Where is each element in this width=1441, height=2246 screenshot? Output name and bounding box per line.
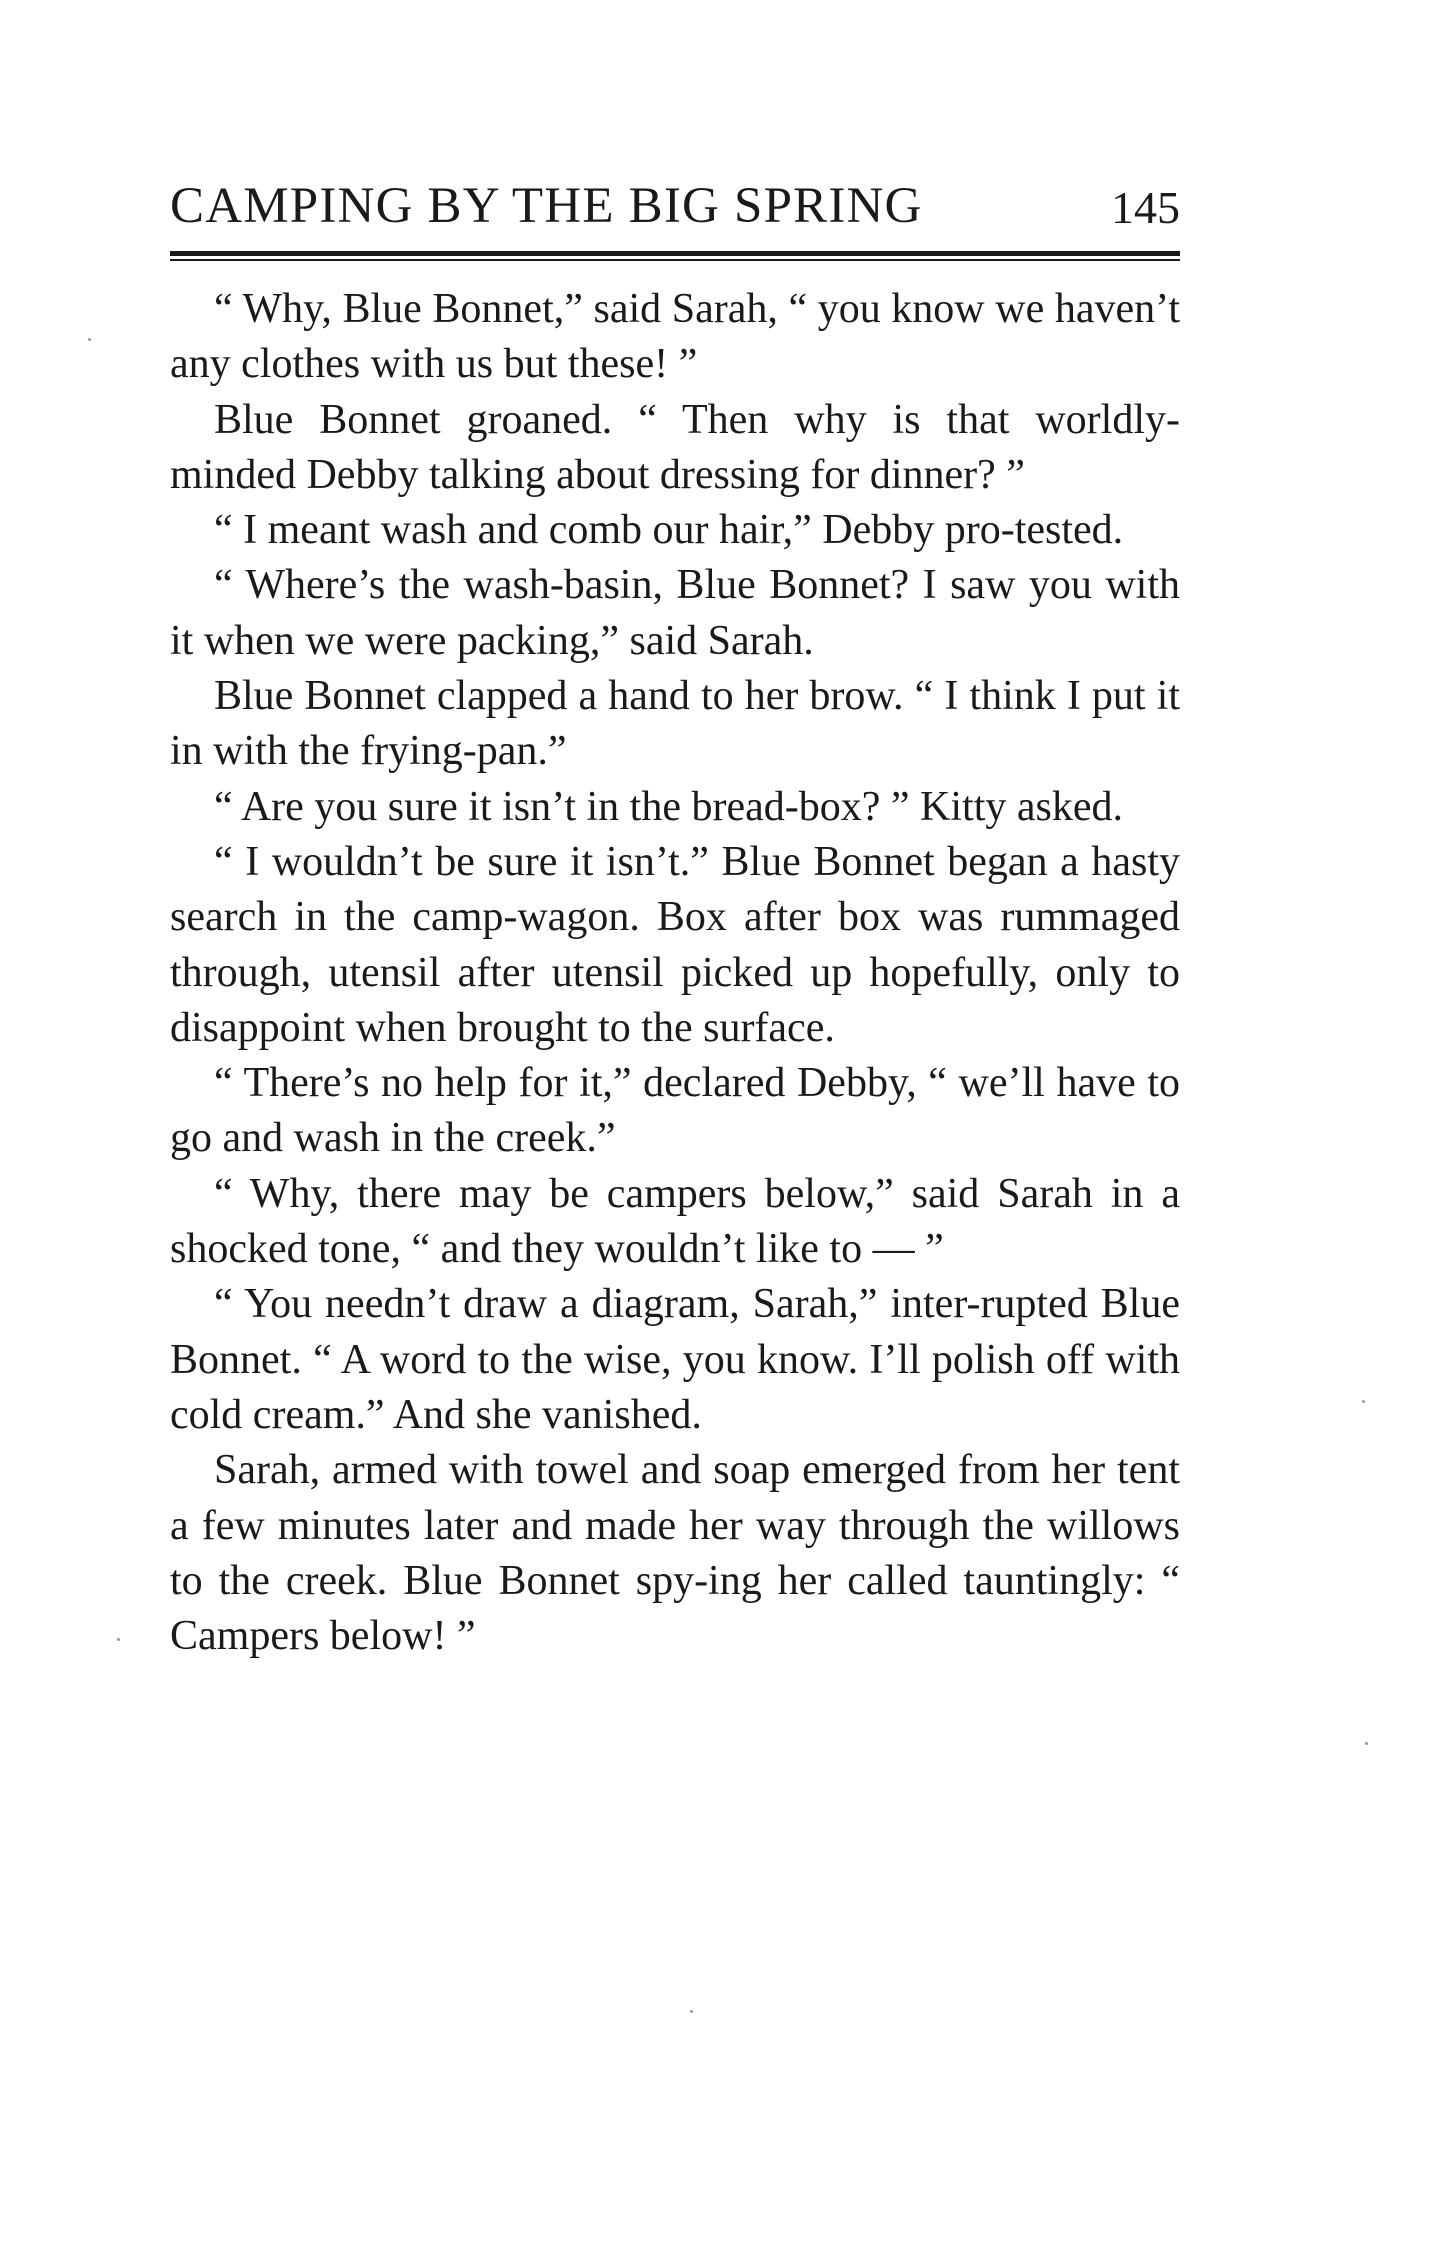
paper-speck [88, 338, 91, 341]
paragraph: “ There’s no help for it,” declared Debby, “ we’ll have to go and wash in the creek.” [170, 1060, 1180, 1162]
paragraph: “ Where’s the wash-basin, Blue Bonnet? I saw you with it when we were packing,” said Sarah. [170, 562, 1180, 664]
paragraph: “ I meant wash and comb our hair,” Debby pro-tested. [214, 507, 1124, 554]
body-text [170, 282, 1180, 1664]
header-rule-thick [170, 251, 1180, 256]
paper-speck [117, 1638, 120, 1641]
header-rule-thin [170, 259, 1180, 261]
header-double-rule [170, 251, 1180, 262]
paragraph: Sarah, armed with towel and soap emerged from her tent a few minutes later and made her way through the willows to the creek. Blue Bonnet spy-ing her called tauntingly: “ Campers below! ” [170, 1447, 1180, 1660]
paper-speck [1365, 1742, 1368, 1745]
running-title: CAMPING BY THE BIG SPRING [170, 178, 923, 234]
paragraph: “ Are you sure it isn’t in the bread-box? ” Kitty asked. [214, 783, 1123, 830]
paragraph: Blue Bonnet clapped a hand to her brow. “ I think I put it in with the frying-pan.” [170, 673, 1180, 775]
page-number: 145 [1111, 182, 1180, 233]
running-head [170, 176, 1180, 246]
paragraph: “ You needn’t draw a diagram, Sarah,” inter-rupted Blue Bonnet. “ A word to the wise, you know. I’ll polish off with cold cream.” And she vanished. [170, 1281, 1180, 1438]
paragraph: “ Why, Blue Bonnet,” said Sarah, “ you know we haven’t any clothes with us but these! ” [170, 286, 1180, 388]
paper-speck [1362, 1400, 1365, 1403]
paper-speck [690, 2010, 693, 2013]
paragraph: Blue Bonnet groaned. “ Then why is that worldly-minded Debby talking about dressing for dinner? ” [170, 396, 1180, 498]
paragraph: “ I wouldn’t be sure it isn’t.” Blue Bonnet began a hasty search in the camp-wagon. Box after box was rummaged through, utensil after utensil picked up hopefully, only to disappoint when brought to the surface. [170, 838, 1180, 1051]
paragraph: “ Why, there may be campers below,” said Sarah in a shocked tone, “ and they wouldn’t like to — ” [170, 1170, 1180, 1273]
